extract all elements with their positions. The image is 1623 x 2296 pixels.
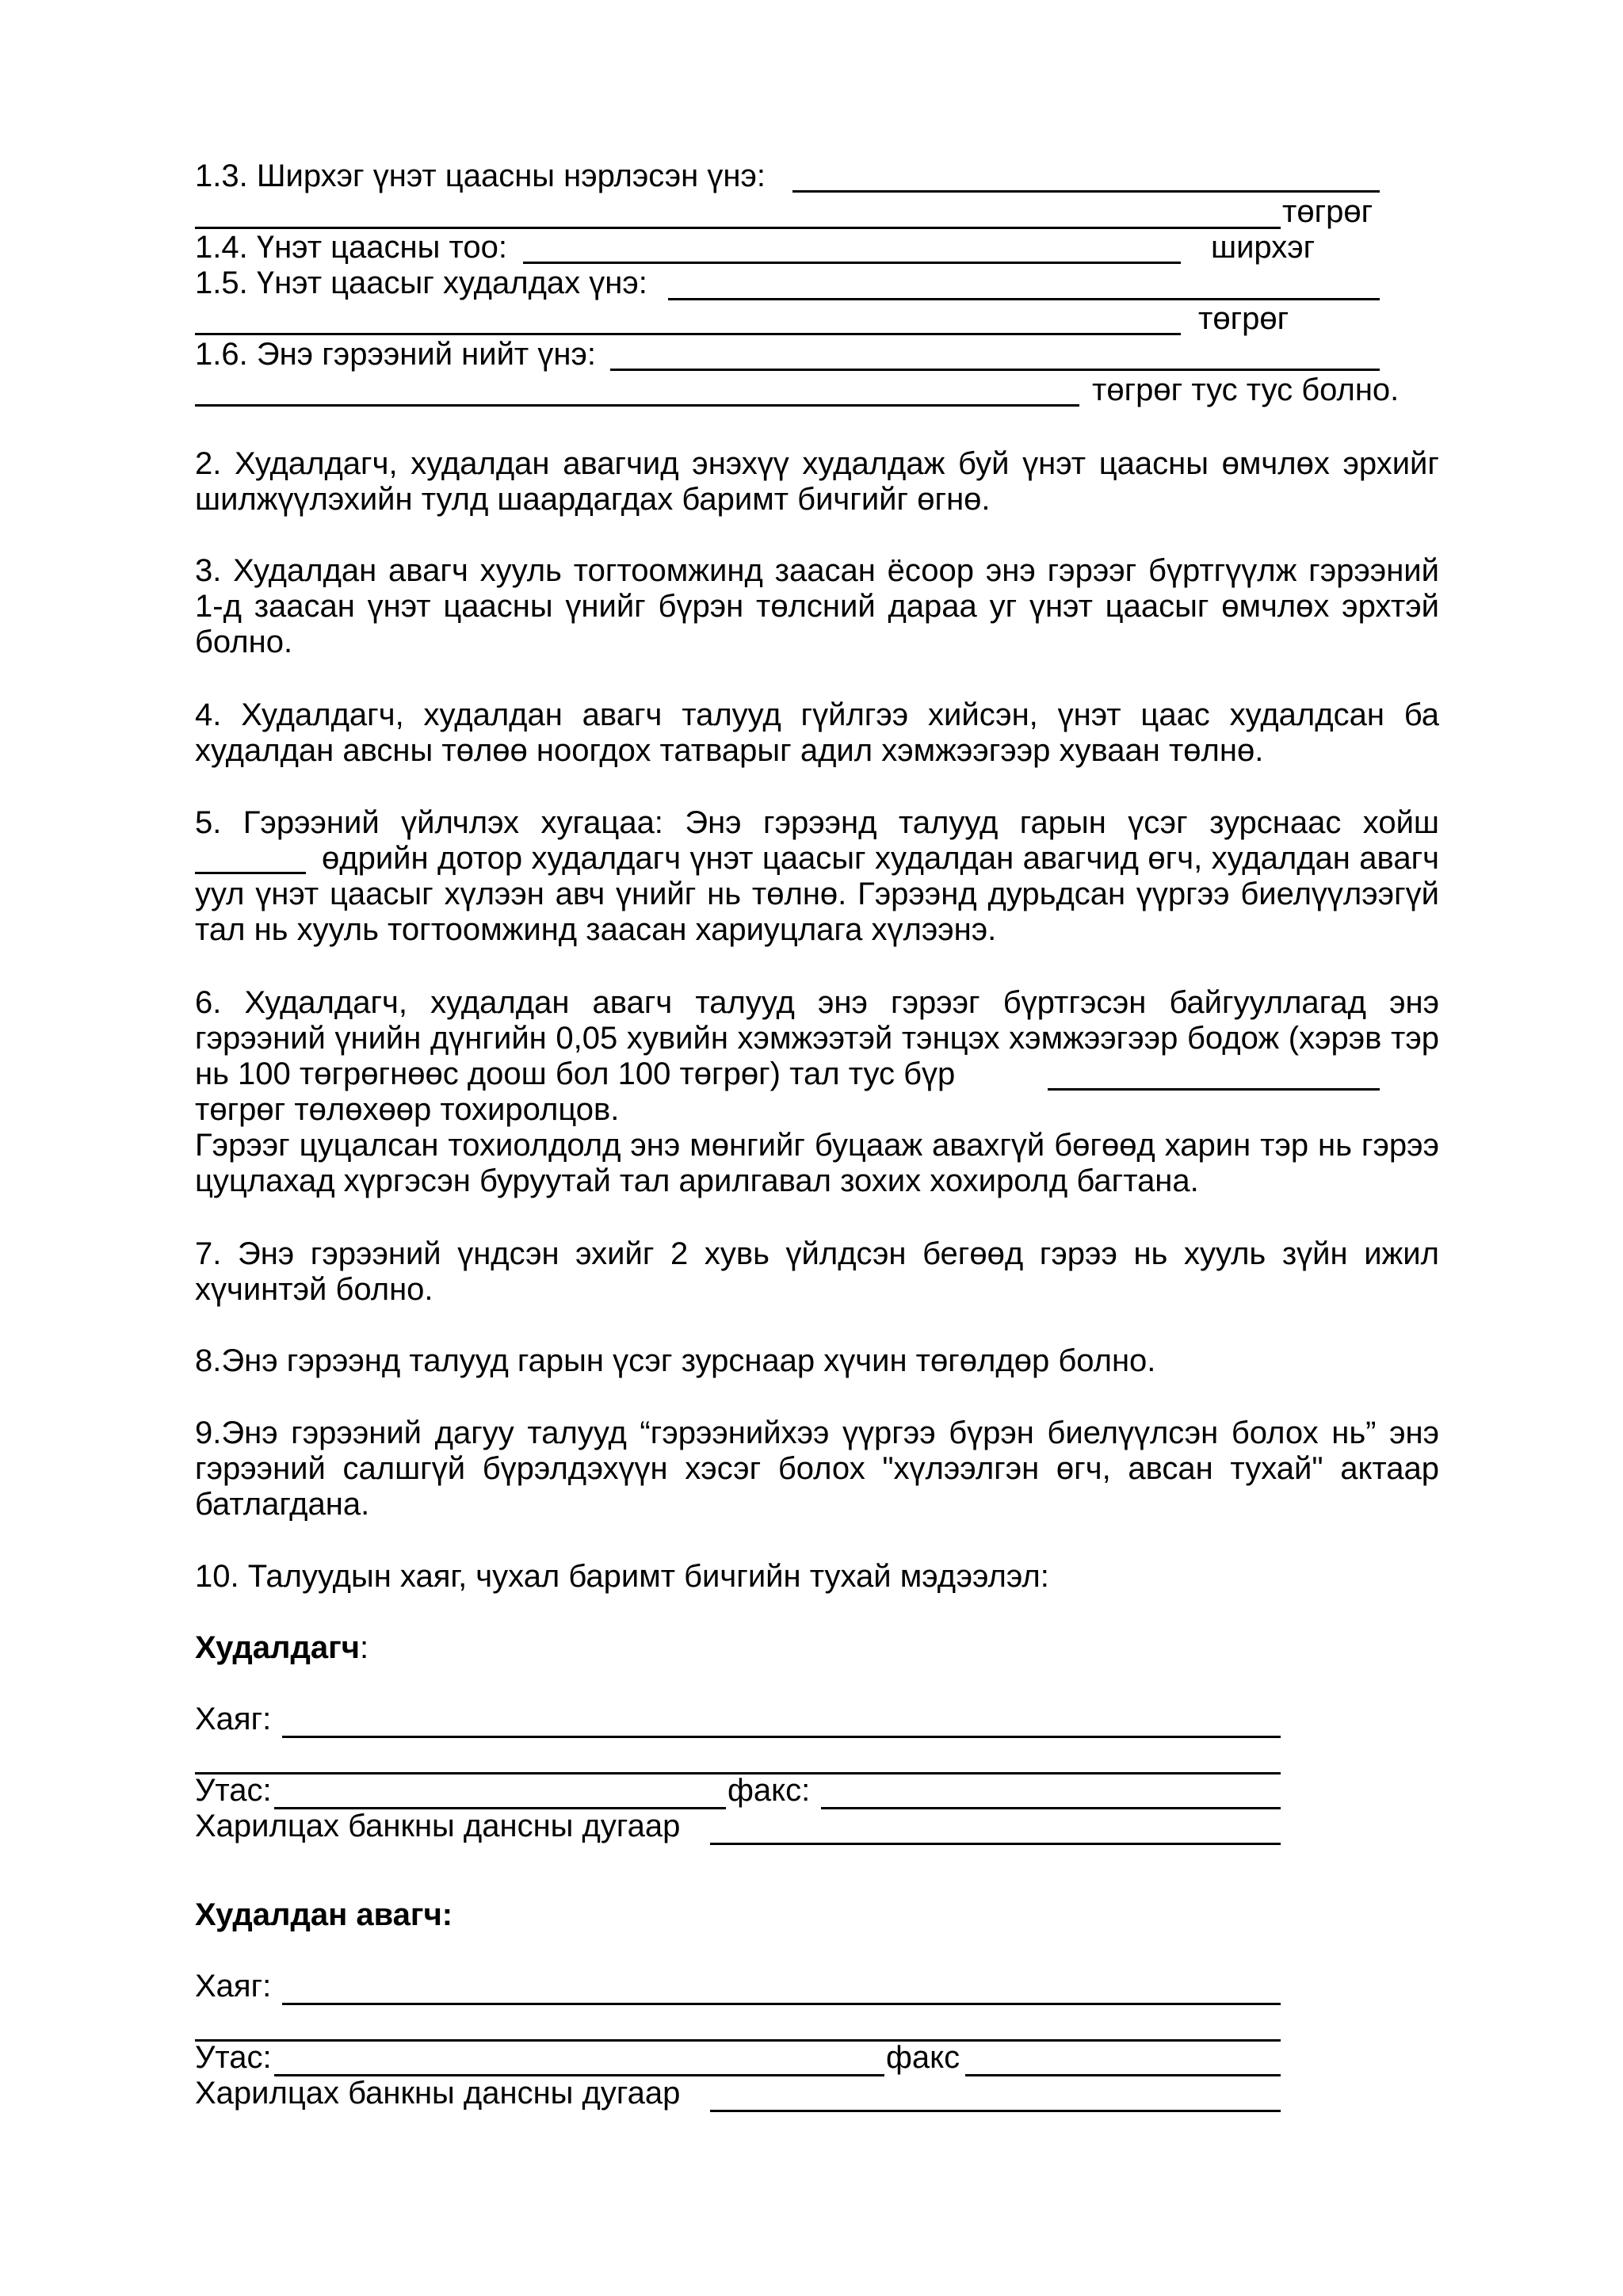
seller-fax-label: факс: [727,1773,811,1808]
item-1-6-unit: төгрөг тус тус болно. [1092,372,1400,407]
clause-4: 4. Худалдагч, худалдан авагч талууд гүйлгээ хийсэн, үнэт цаас худалдсан ба худалдан авсны төлөө ноогдох татварыг адил хэмжээгээр хуваан төлнө. [195,697,1439,768]
clause-8: 8.Энэ гэрээнд талууд гарын үсэг зурснаар хүчин төгөлдөр болно. [195,1343,1156,1378]
seller-bank-field[interactable] [710,1843,1281,1845]
item-1-4-blank [523,262,1181,264]
item-1-6-blank [610,369,1380,371]
item-1-3-unit: төгрөг [1282,194,1373,229]
item-1-5-unit: төгрөг [1198,301,1289,336]
buyer-fax-field[interactable] [965,2074,1281,2076]
buyer-phone-label: Утас: [195,2040,272,2075]
clause-6-amount-blank [1048,1088,1380,1091]
seller-bank-label: Харилцах банкны дансны дугаар [195,1809,681,1843]
clause-3: 3. Худалдан авагч хууль тогтоомжинд заасан ёсоор энэ гэрээг бүртгүүлж гэрээний 1-д заасан үнэт цаасны үнийг бүрэн төлсний дараа уг үнэт цаасыг өмчлөх эрхтэй болно. [195,553,1439,659]
seller-phone-label: Утас: [195,1773,272,1808]
buyer-address-field[interactable] [282,2003,1281,2005]
buyer-heading: Худалдан авагч: [195,1897,453,1932]
seller-heading: Худалдагч [195,1630,360,1665]
item-1-3-label: 1.3. Ширхэг үнэт цаасны нэрлэсэн үнэ: [195,159,766,193]
clause-7: 7. Энэ гэрээний үндсэн эхийг 2 хувь үйлдсэн бегөөд гэрээ нь хууль зүйн ижил хүчинтэй болно. [195,1236,1439,1307]
item-1-5-blank-2 [195,333,1181,335]
clause-5-body: өдрийн дотор худалдагч үнэт цаасыг худалдан авагчид өгч, худалдан авагч уул үнэт цаасыг хүлээн авч үнийг нь төлнө. Гэрээнд дурьдсан үүргээ биелүүлээгүй тал нь хууль тогтоомжинд заасан хариуцлага хүлээнэ. [195,841,1439,947]
clause-6-body: 6. Худалдагч, худалдан авагч талууд энэ гэрээг бүртгэсэн байгууллагад энэ гэрээний үнийн дүнгийн 0,05 хувийн хэмжээтэй тэнцэх хэмжээгээр бодож (хэрэв тэр нь 100 төгрөгнөөс доош бол 100 төгрөг) тал тус бүр [195,985,1439,1091]
item-1-5-blank [668,298,1380,300]
buyer-address-label: Хаяг: [195,1969,272,2004]
buyer-bank-field[interactable] [710,2110,1281,2112]
clause-10: 10. Талуудын хаяг, чухал баримт бичгийн тухай мэдээлэл: [195,1559,1049,1594]
item-1-3-blank-2 [195,227,1281,229]
clause-5-line-1: 5. Гэрээний үйлчлэх хугацаа: Энэ гэрээнд талууд гарын үсэг зурснаас хойш [195,805,1439,840]
item-1-5-label: 1.5. Үнэт цаасыг худалдах үнэ: [195,266,647,300]
item-1-4-label: 1.4. Үнэт цаасны тоо: [195,230,507,265]
seller-address-label: Хаяг: [195,1702,272,1736]
seller-fax-field[interactable] [821,1807,1281,1809]
item-1-6-label: 1.6. Энэ гэрээний нийт үнэ: [195,337,596,372]
clause-6-tail: төгрөг төлөхөөр тохиролцов. [195,1092,620,1127]
buyer-address-field-2[interactable] [195,2039,1281,2042]
item-1-4-unit: ширхэг [1211,230,1316,265]
clause-6-note: Гэрээг цуцалсан тохиолдолд энэ мөнгийг буцааж авахгүй бөгөөд харин тэр нь гэрээ цуцлахад хүргэсэн буруутай тал арилгавал зохих хохиролд багтана. [195,1128,1439,1198]
item-1-3-blank [792,190,1380,193]
item-1-6-blank-2 [195,404,1079,407]
buyer-bank-label: Харилцах банкны дансны дугаар [195,2076,681,2111]
seller-address-field[interactable] [282,1736,1281,1738]
clause-2: 2. Худалдагч, худалдан авагчид энэхүү худалдаж буй үнэт цаасны өмчлөх эрхийг шилжүүлэхийн тулд шаардагдах баримт бичгийг өгнө. [195,446,1439,517]
buyer-fax-label: факс [886,2040,960,2075]
seller-heading-line [195,1630,369,1666]
clause-9: 9.Энэ гэрээний дагуу талууд “гэрээнийхээ үүргээ бүрэн биелүүлсэн болох нь” энэ гэрээний салшгүй бүрэлдэхүүн хэсэг болох "хүлээлгэн өгч, авсан тухай" актаар батлагдана. [195,1415,1439,1522]
seller-heading-colon: : [359,1630,369,1665]
